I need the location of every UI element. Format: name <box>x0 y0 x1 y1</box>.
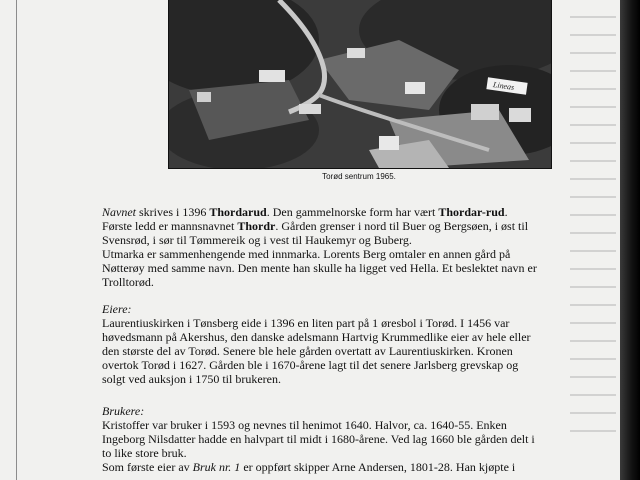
photo-sign-text: Lineas <box>492 80 515 92</box>
eiere-line-3: den største del av Torød. Senere ble hele gården overtatt av Laurentiuskirken. Kronen <box>102 343 513 358</box>
brukere-line-1: Kristoffer var bruker i 1593 og nevnes til henimot 1640. Halvor, ca. 1640-55. Enken <box>102 417 507 432</box>
brukere-line-4: Som første eier av Bruk nr. 1 er oppført skipper Arne Andersen, 1801-28. Han kjøpte i <box>102 459 516 474</box>
intro-paragraph <box>102 206 572 289</box>
eiere-line-2: høvedsmann på Akershus, den danske adelsmann Hartvig Krummedlike eier av hele eller <box>102 329 531 344</box>
intro-line-5: Nøtterøy med samme navn. Den mente han skulle ha ligget ved Hella. Et beslektet navn er <box>102 260 537 275</box>
intro-line-6: Trolltorød. <box>102 274 154 289</box>
binding-line <box>16 0 17 480</box>
intro-line-3: Svensrød, i sør til Tømmereik og i vest til Haukemyr og Buberg. <box>102 232 412 247</box>
eiere-heading: Eiere: <box>102 302 132 316</box>
brukere-line-2: Ingeborg Nilsdatter hadde en halvpart til midt i 1680-årene. Ved lag 1660 ble gården delt i <box>102 431 535 446</box>
intro-line-4: Utmarka er sammenhengende med innmarka. Lorents Berg omtaler en annen gård på <box>102 246 511 261</box>
brukere-section <box>102 405 572 475</box>
eiere-line-5: solgt ved auksjon i 1750 til brukeren. <box>102 371 281 386</box>
eiere-section <box>102 303 572 386</box>
eiere-line-4: overtok Torød i 1627. Gården ble i 1670-årene lagt til det senere Jarlsberg grevskap og <box>102 357 519 372</box>
brukere-heading: Brukere: <box>102 404 145 418</box>
photo-caption: Torød sentrum 1965. <box>322 172 396 181</box>
scan-edge <box>620 0 640 480</box>
aerial-photo <box>168 0 552 169</box>
intro-line-1: Navnet skrives i 1396 Thordarud. Den gammelnorske form har vært Thordar-rud. <box>102 205 508 219</box>
eiere-line-1: Laurentiuskirken i Tønsberg eide i 1396 en liten part på 1 øresbol i Torød. I 1456 var <box>102 315 510 330</box>
intro-line-2: Første ledd er mannsnavnet Thordr. Gården grenser i nord til Buer og Bergsøen, i øst til <box>102 218 529 233</box>
brukere-line-3: to like store bruk. <box>102 445 187 460</box>
